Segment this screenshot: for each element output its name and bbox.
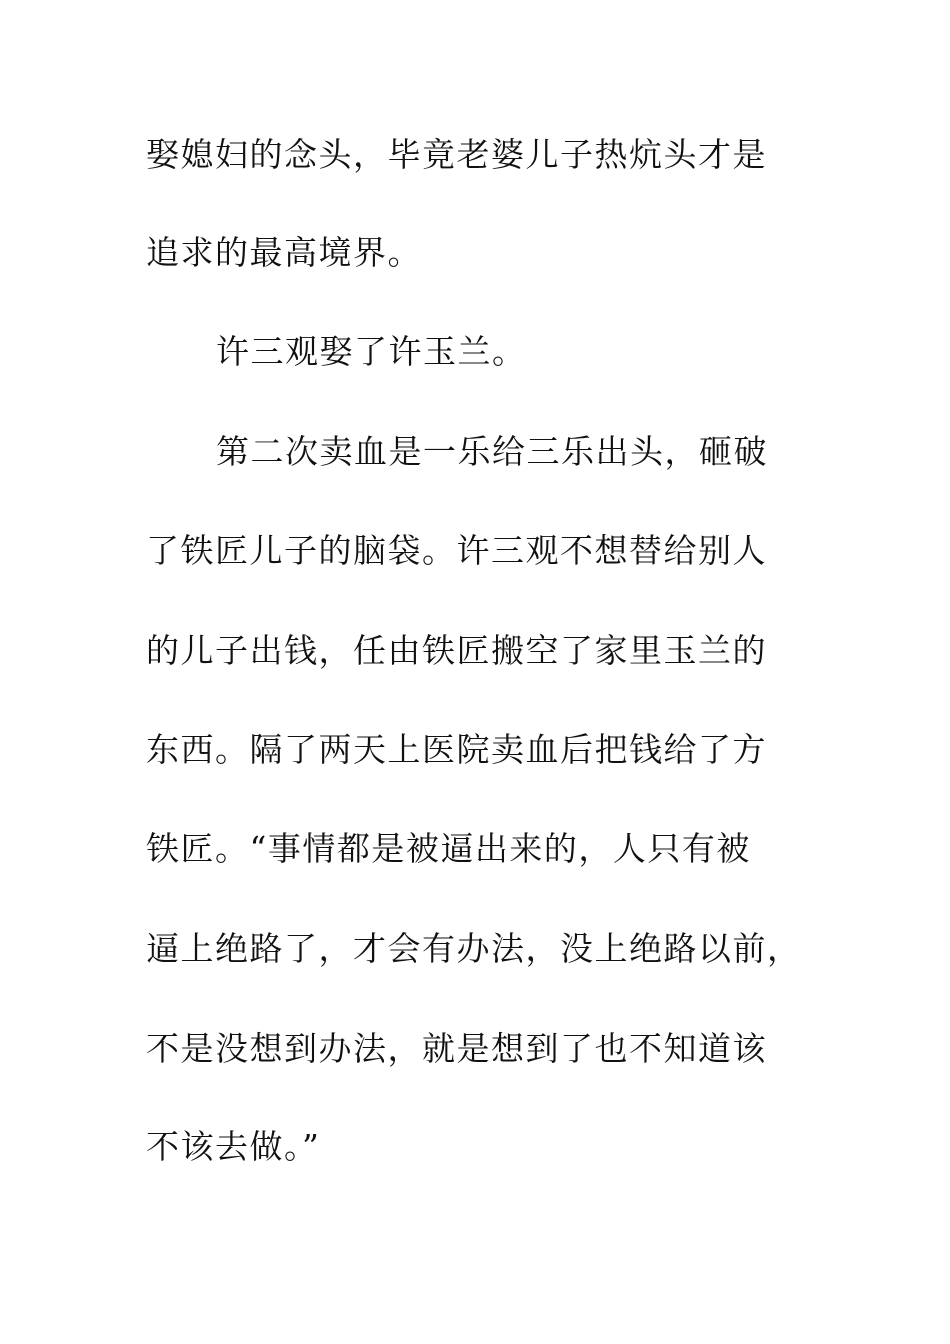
text-line-10: 不是没想到办法，就是想到了也不知道该 <box>146 1029 767 1068</box>
text-line-11: 不该去做。” <box>146 1127 321 1166</box>
text-line-4: 第二次卖血是一乐给三乐出头，砸破 <box>216 432 768 471</box>
text-line-2: 追求的最高境界。 <box>146 233 422 272</box>
text-line-9: 逼上绝路了，才会有办法，没上绝路以前， <box>146 929 802 968</box>
text-line-5: 了铁匠儿子的脑袋。许三观不想替给别人 <box>146 531 767 570</box>
text-line-8: 铁匠。“事情都是被逼出来的，人只有被 <box>146 829 751 868</box>
text-line-1: 娶媳妇的念头，毕竟老婆儿子热炕头才是 <box>146 135 767 174</box>
text-line-6: 的儿子出钱，任由铁匠搬空了家里玉兰的 <box>146 631 767 670</box>
text-line-7: 东西。隔了两天上医院卖血后把钱给了方 <box>146 730 767 769</box>
text-line-3: 许三观娶了许玉兰。 <box>216 332 527 371</box>
